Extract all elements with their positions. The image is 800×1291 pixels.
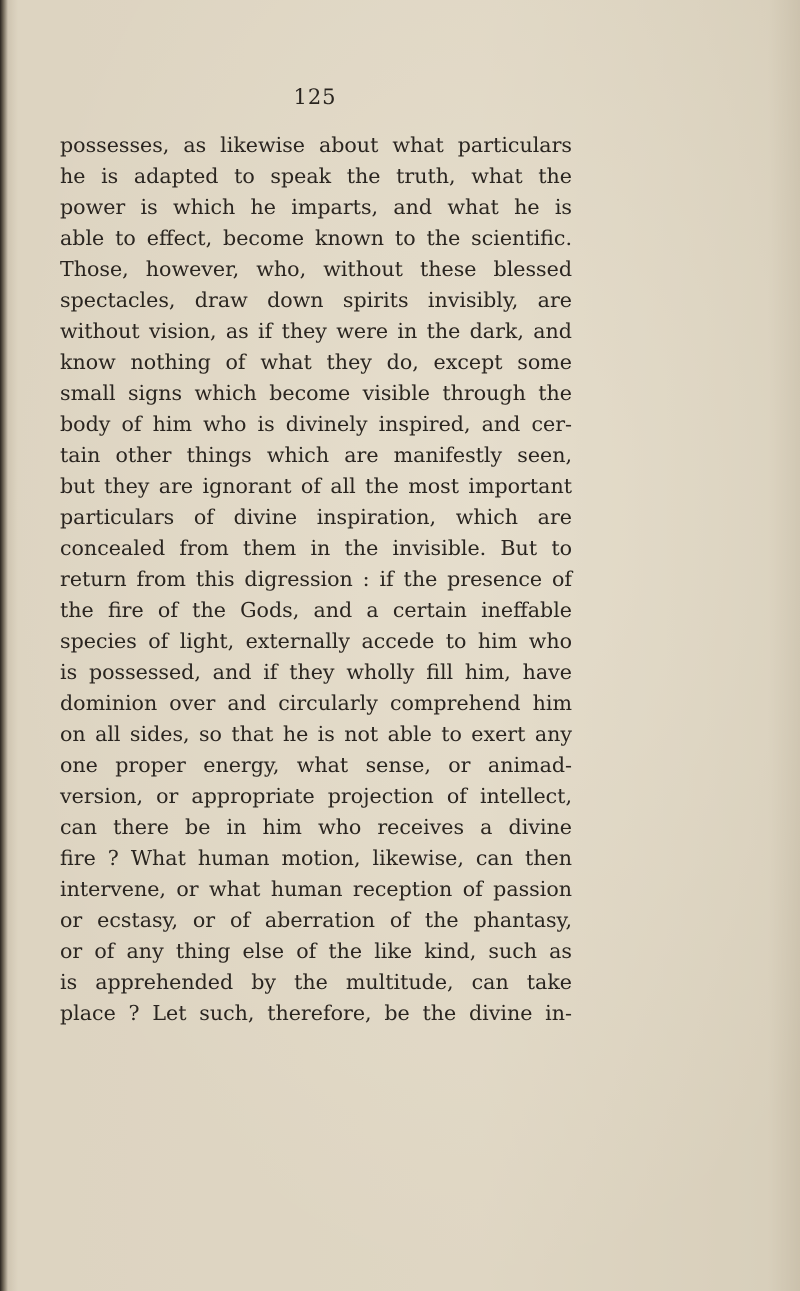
text-line: on all sides, so that he is not able to exert any	[60, 722, 572, 746]
text-line: body of him who is divinely inspired, and cer-	[60, 412, 572, 436]
text-line: one proper energy, what sense, or animad-	[60, 753, 572, 777]
text-line: species of light, externally accede to him who	[60, 629, 572, 653]
text-line: is possessed, and if they wholly fill him, have	[60, 660, 572, 684]
text-line: intervene, or what human reception of passion	[60, 877, 572, 901]
text-line: know nothing of what they do, except some	[60, 350, 572, 374]
text-line: return from this digression : if the presence of	[60, 567, 572, 591]
text-line: place ? Let such, therefore, be the divine in-	[60, 1001, 572, 1025]
text-line: possesses, as likewise about what particulars	[60, 133, 572, 157]
text-line: spectacles, draw down spirits invisibly, are	[60, 288, 572, 312]
text-line: can there be in him who receives a divine	[60, 815, 572, 839]
text-line: small signs which become visible through the	[60, 381, 572, 405]
body-text	[60, 130, 572, 1029]
text-line: version, or appropriate projection of intellect,	[60, 784, 572, 808]
text-line: power is which he imparts, and what he is	[60, 195, 572, 219]
text-line: able to effect, become known to the scientific.	[60, 226, 572, 250]
text-line: concealed from them in the invisible. But to	[60, 536, 572, 560]
text-line: is apprehended by the multitude, can take	[60, 970, 572, 994]
text-line: dominion over and circularly comprehend him	[60, 691, 572, 715]
text-line: but they are ignorant of all the most important	[60, 474, 572, 498]
text-line: or of any thing else of the like kind, such as	[60, 939, 572, 963]
text-line: or ecstasy, or of aberration of the phantasy,	[60, 908, 572, 932]
page-number: 125	[293, 85, 337, 109]
text-line: fire ? What human motion, likewise, can then	[60, 846, 572, 870]
text-line: Those, however, who, without these blessed	[60, 257, 572, 281]
text-line: he is adapted to speak the truth, what the	[60, 164, 572, 188]
text-line: without vision, as if they were in the dark, and	[60, 319, 572, 343]
text-line: the fire of the Gods, and a certain ineffable	[60, 598, 572, 622]
text-line: particulars of divine inspiration, which are	[60, 505, 572, 529]
text-line: tain other things which are manifestly seen,	[60, 443, 572, 467]
